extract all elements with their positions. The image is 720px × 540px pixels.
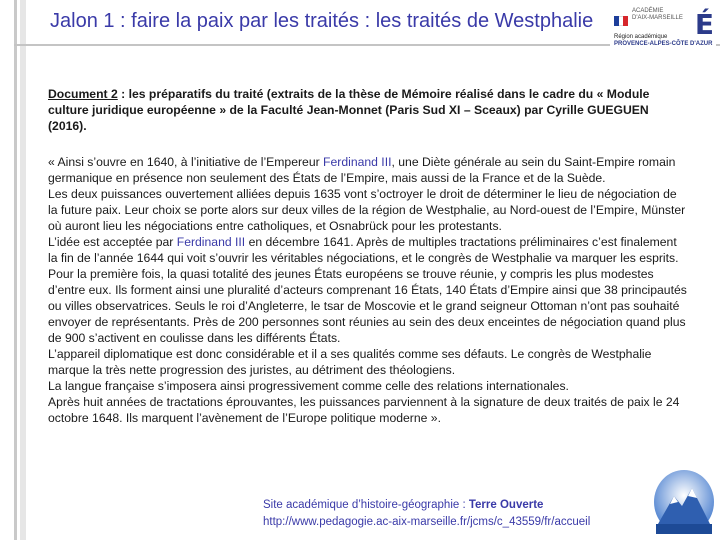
left-decorative-bar bbox=[14, 0, 17, 540]
body-paragraph bbox=[48, 346, 688, 378]
left-decorative-bar-light bbox=[20, 0, 26, 540]
paragraph-text: Après huit années de tractations éprouvantes, les puissances parviennent à la signature de deux traités de paix le 24 octobre 1648. Ils marquent l’avènement de l’Europe politique moderne ». bbox=[48, 395, 680, 425]
footer-site-line: Site académique d’histoire-géographie : Terre Ouverte bbox=[263, 499, 544, 511]
body-paragraph bbox=[48, 234, 688, 266]
body-paragraph bbox=[48, 266, 688, 346]
academy-logo bbox=[610, 2, 716, 56]
paragraph-text: Les deux puissances ouvertement alliées depuis 1635 vont s’octroyer le droit de déterminer le lieu de négociation de la future paix. Leur choix se porte alors sur deux villes de la région de Westphalie, au Nord-ouest de l’Empire, Münster où auront lieu les négociations entre catholiques, et Osnabrück pour les protestants. bbox=[48, 187, 686, 233]
french-flag-icon bbox=[614, 16, 628, 26]
paragraph-text: « Ainsi s’ouvre en 1640, à l’initiative de l’Empereur bbox=[48, 155, 324, 169]
slide-title: Jalon 1 : faire la paix par les traités : les traités de Westphalie bbox=[50, 10, 594, 32]
logo-region-text: Région académique PROVENCE-ALPES-CÔTE D'AZUR bbox=[614, 34, 713, 47]
footer bbox=[263, 497, 683, 531]
footer-url-link[interactable]: http://www.pedagogie.ac-aix-marseille.fr/jcms/c_43559/fr/accueil bbox=[263, 516, 591, 528]
highlighted-name: Ferdinand III bbox=[323, 155, 392, 169]
paragraph-text: L’idée est acceptée par bbox=[48, 235, 177, 249]
body-paragraph bbox=[48, 154, 688, 186]
document-heading bbox=[48, 86, 688, 134]
body-paragraph bbox=[48, 394, 688, 426]
paragraph-text: , une Diète générale au sein du Saint-Empire romain germanique en présence non seulement des États de l’Empire, mais aussi de la France et de la Suède. bbox=[48, 155, 676, 185]
body-paragraph bbox=[48, 378, 688, 394]
paragraph-text: La langue française s’imposera ainsi progressivement comme celle des relations internationales. bbox=[48, 379, 569, 393]
mountain-logo-icon bbox=[652, 466, 716, 536]
paragraph-text: Pour la première fois, la quasi totalité des jeunes États européens se trouve réunie, y compris les plus modestes d’entre eux. Ils forment ainsi une pluralité d’acteurs comprenant 16 États, 140 États d’Empire ainsi que 38 principautés ou villes observatrices. Seuls le roi d’Angleterre, le tsar de Moscovie et le grand seigneur Ottoman n’ont pas souhaité envoyer de représentants. Près de 200 personnes sont réunies au sein des deux enceintes de négociation quand plus de 900 s’activent en coulisse dans les différents États. bbox=[48, 267, 687, 345]
logo-e-mark-icon: É bbox=[694, 8, 714, 41]
document-label: Document 2 bbox=[48, 87, 118, 101]
footer-site-name: Terre Ouverte bbox=[468, 499, 544, 511]
logo-academie-text: ACADÉMIE D'AIX-MARSEILLE bbox=[632, 8, 683, 21]
paragraph-text: en décembre 1641. Après de multiples tractations préliminaires c’est finalement la fin de l’année 1644 qui voit s’ouvrir les véritables négociations, et le congrès de Westphalie va marquer les esprits. bbox=[48, 235, 679, 265]
body-paragraph bbox=[48, 186, 688, 234]
highlighted-name: Ferdinand III bbox=[176, 235, 246, 249]
paragraph-text: L’appareil diplomatique est donc considérable et il a ses qualités comme ses défauts. Le congrès de Westphalie marque la très nette progression des juristes, au détriment des théologiens. bbox=[48, 347, 652, 377]
document-body bbox=[48, 154, 688, 426]
document-heading-text: : les préparatifs du traité (extraits de la thèse de Mémoire réalisé dans le cadre du « Module culture juridique européenne » de la Faculté Jean-Monnet (Paris Sud XI – Sceaux) par Cyrille GUEGUEN (2016). bbox=[48, 87, 650, 133]
